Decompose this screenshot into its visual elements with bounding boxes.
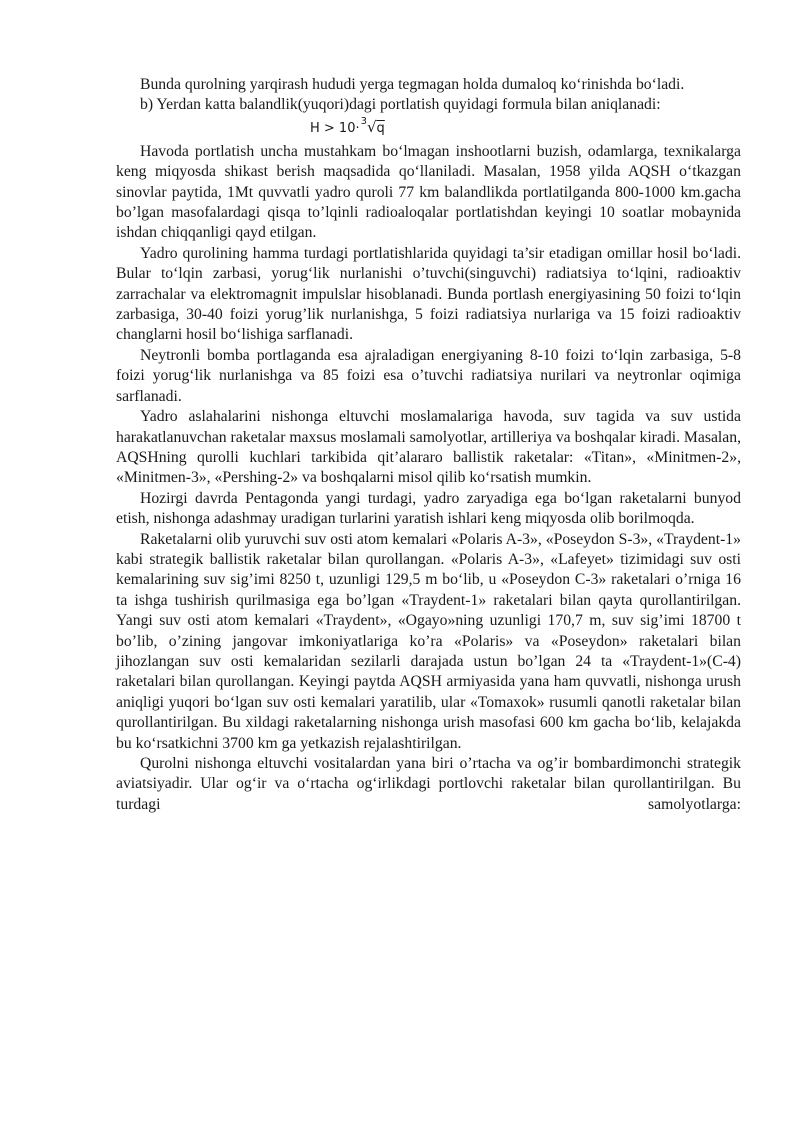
height-formula bbox=[116, 116, 741, 142]
paragraph-7: Hozirgi davrda Pentagonda yangi turdagi, yadro zaryadiga ega bo‘lgan raketalarni bunyod etish, nishonga adashmay uradigan turlarini yaratish ishlari keng miqyosda olib borilmoqda. bbox=[116, 489, 741, 528]
formula-expression bbox=[310, 117, 385, 140]
formula-root-index: 3 bbox=[360, 115, 367, 127]
paragraph-5: Neytronli bomba portlaganda esa ajraladigan energiyaning 8-10 foizi to‘lqin zarbasiga, 5-8 foizi yorug‘lik nurlanishga va 85 foizi esa o’tuvchi radiatsiya nurilari va neytronlar oqimiga sarflanadi. bbox=[116, 346, 741, 405]
paragraph-1: Bunda qurolning yarqirash hududi yerga tegmagan holda dumaloq ko‘rinishda bo‘ladi. bbox=[140, 76, 685, 93]
paragraph-4: Yadro qurolining hamma turdagi portlatishlarida quyidagi ta’sir etadigan omillar hosil bo‘ladi. Bular to‘lqin zarbasi, yorug‘lik nurlanishi o’tuvchi(singuvchi) radiatsiya to‘lqini, radioaktiv zarrachalar va elektromagnit impulslar hisoblanadi. Bunda portlash energiyasining 50 foizi to‘lqin zarbasiga, 30-40 foizi yorug’lik nurlanishga, 5 foizi radiatsiya nurlariga va 15 foizi radioaktiv changlarni hosil bo‘lishiga sarflanadi. bbox=[116, 244, 741, 344]
formula-lhs: H > 10· bbox=[310, 120, 360, 136]
formula-radicand: q bbox=[376, 120, 385, 136]
document-page bbox=[116, 75, 741, 815]
paragraph-3: Havoda portlatish uncha mustahkam bo‘lmagan inshootlarni buzish, odamlarga, texnikalarga keng miqyosda shikast berish maqsadida qo‘llaniladi. Masalan, 1958 yilda AQSH o‘tkazgan sinovlar paytida, 1Mt quvvatli yadro quroli 77 km balandlikda portlatilganda 800-1000 km.gacha bo’lgan masofalardagi qisqa to’lqinli radioaloqalar portlatishdan keyingi 10 soatlar mobaynida ishdan chiqqanligi qayd etilgan. bbox=[116, 142, 741, 242]
paragraph-9: Qurolni nishonga eltuvchi vositalardan yana biri o’rtacha va og’ir bombardimonchi strategik aviatsiyadir. Ular og‘ir va o‘rtacha og‘irlikdagi portlovchi raketalar bilan qurollantirilgan. Bu turdagi samolyotlarga: bbox=[116, 755, 741, 813]
radical-sign: √ bbox=[366, 117, 377, 136]
paragraph-6: Yadro aslahalarini nishonga eltuvchi moslamalariga havoda, suv tagida va suv ustida harakatlanuvchan raketalar maxsus moslamali samolyotlar, artilleriya va boshqalar kiradi. Masalan, AQSHning qurolli kuchlari tarkibida qit’alararo ballistik raketalar: «Titan», «Minitmen-2», «Minitmen-3», «Pershing-2» va boshqalarni misol qilib ko‘rsatish mumkin. bbox=[116, 408, 741, 487]
paragraph-2: b) Yerdan katta balandlik(yuqori)dagi portlatish quyidagi formula bilan aniqlanadi: bbox=[140, 96, 661, 114]
paragraph-8: Raketalarni olib yuruvchi suv osti atom kemalari «Polaris A-3», «Poseydon S-3», «Traydent-1» kabi strategik ballistik raketalar bilan qurollangan. «Polaris A-3», «Lafeyet» tizimidagi suv osti kemalarining suv sig’imi 8250 t, uzunligi 129,5 m bo‘lib, u «Poseydon C-3» raketalari o’rniga 16 ta ishga tushirish qurilmasiga ega bo’lgan «Traydent-1» raketalari bilan qayta qurollantirilgan. Yangi suv osti atom kemalari «Traydent», «Ogayo»ning uzunligi 170,7 m, suv sig’imi 18700 t bo’lib, o’zining jangovar imkoniyatlariga ko’ra «Polaris» va «Poseydon» raketalari bilan jihozlangan suv osti kemalaridan sezilarli darajada ustun bo’lgan 24 ta «Traydent-1»(C-4) raketalari bilan qurollangan. Keyingi paytda AQSH armiyasida yana ham quvvatli, nishonga urush aniqligi yuqori bo‘lgan suv osti kemalari yaratilib, ular «Tomaxok» rusumli qanotli raketalar bilan qurollantirilgan. Bu xildagi raketalarning nishonga urish masofasi 600 km gacha bo‘lib, kelajakda bu ko‘rsatkichni 3700 km ga yetkazish rejalashtirilgan. bbox=[116, 530, 741, 752]
